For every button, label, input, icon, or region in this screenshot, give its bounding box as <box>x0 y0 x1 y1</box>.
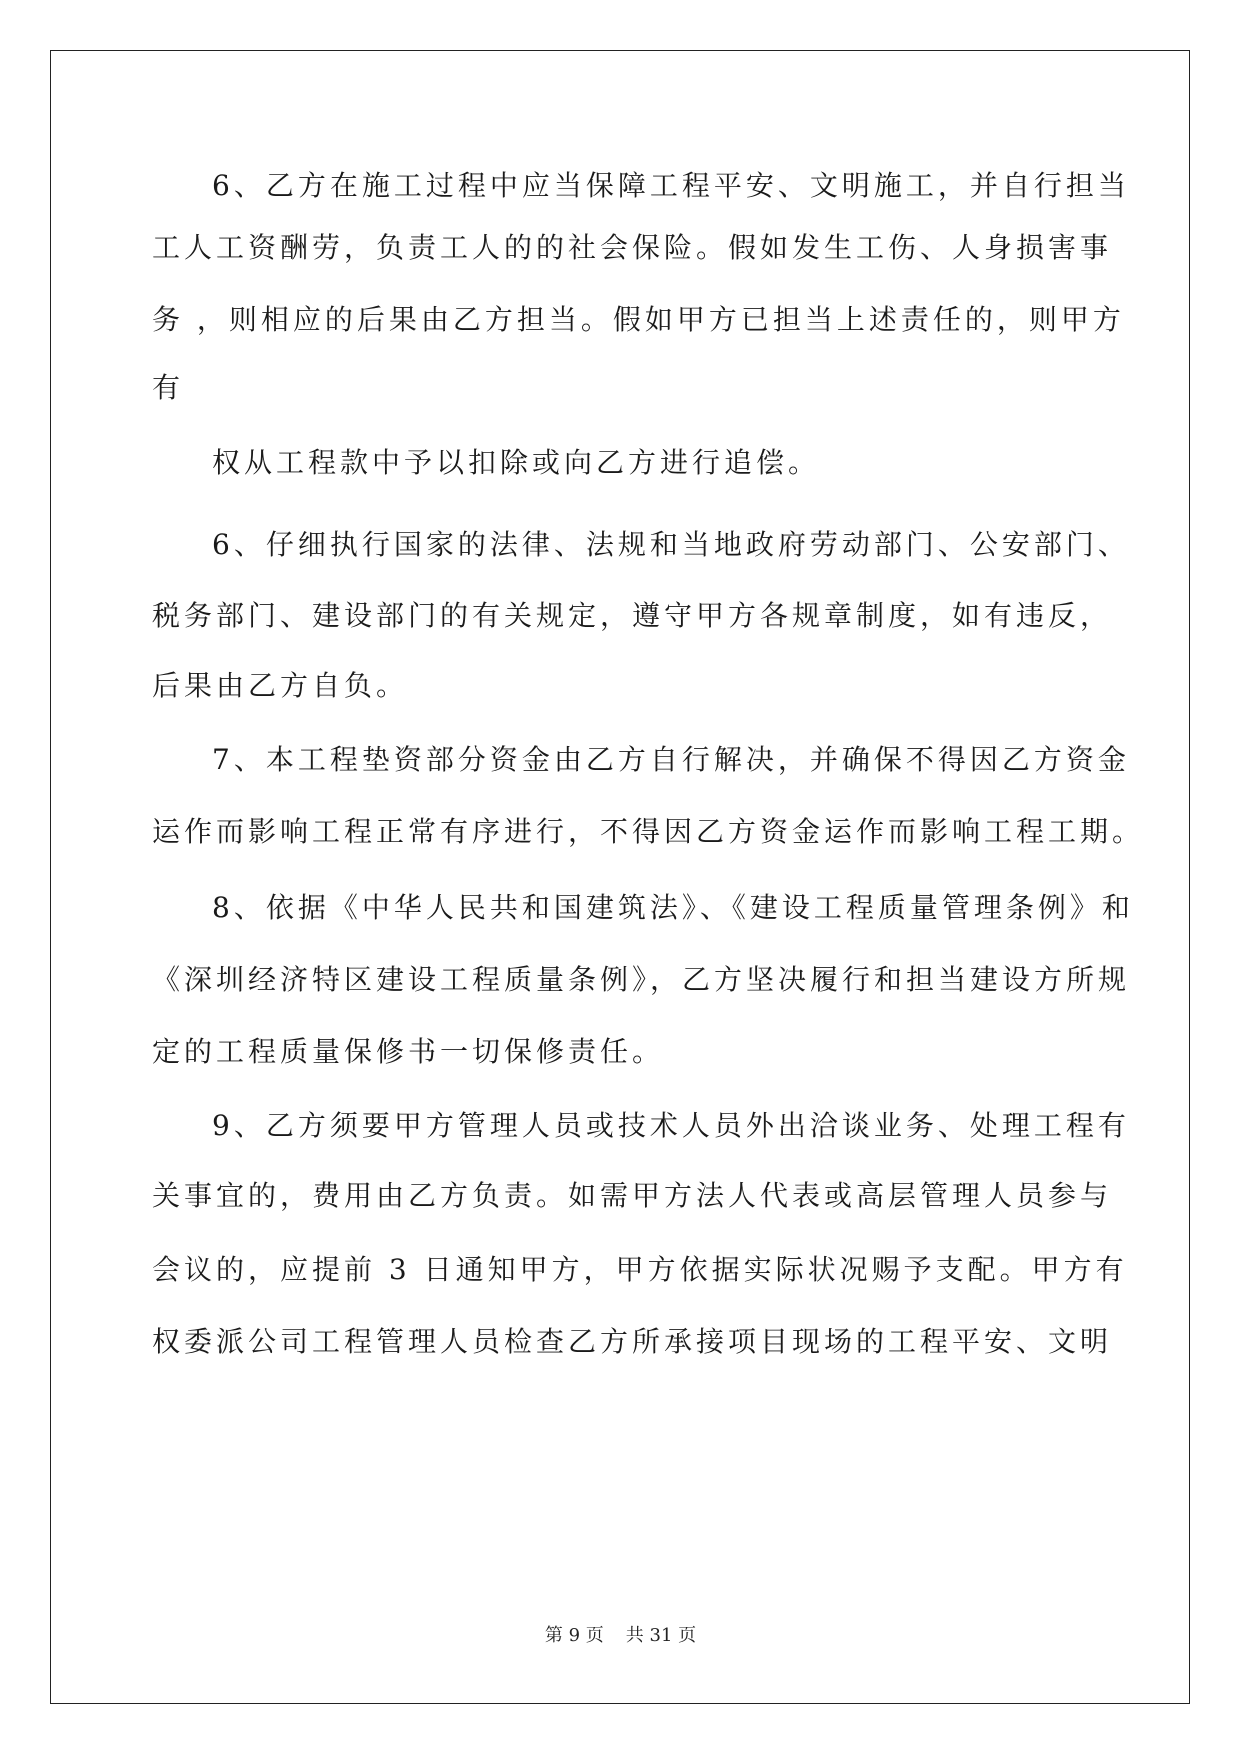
text-line: 有 <box>152 371 185 404</box>
text-line: 权从工程款中予以扣除或向乙方进行追偿。 <box>212 446 821 479</box>
text-line: 后果由乙方自负。 <box>152 669 409 702</box>
page-footer <box>0 1624 1241 1648</box>
text-line: 务 ，则相应的后果由乙方担当。假如甲方已担当上述责任的，则甲方 <box>152 303 1125 336</box>
text-line: 7、本工程垫资部分资金由乙方自行解决，并确保不得因乙方资金 <box>212 743 1130 776</box>
text-line: 工人工资酬劳，负责工人的的社会保险。假如发生工伤、人身损害事 <box>152 231 1113 264</box>
page-border <box>50 50 1190 1704</box>
text-line: 运作而影响工程正常有序进行，不得因乙方资金运作而影响工程工期。 <box>152 815 1145 848</box>
text-line: 定的工程质量保修书一切保修责任。 <box>152 1035 665 1068</box>
text-line: 8、依据《中华人民共和国建筑法》、《建设工程质量管理条例》和 <box>212 891 1134 924</box>
text-line: 关事宜的，费用由乙方负责。如需甲方法人代表或高层管理人员参与 <box>152 1179 1113 1212</box>
text-line: 6、仔细执行国家的法律、法规和当地政府劳动部门、公安部门、 <box>212 528 1130 561</box>
text-line: 会议的，应提前 3 日通知甲方，甲方依据实际状况赐予支配。甲方有 <box>152 1253 1128 1286</box>
page-number: 第 9 页 <box>544 1625 604 1646</box>
text-line: 《深圳经济特区建设工程质量条例》，乙方坚决履行和担当建设方所规 <box>152 963 1131 996</box>
text-line: 9、乙方须要甲方管理人员或技术人员外出洽谈业务、处理工程有 <box>212 1109 1130 1142</box>
total-pages: 共 31 页 <box>625 1625 697 1646</box>
text-line: 6、乙方在施工过程中应当保障工程平安、文明施工，并自行担当 <box>212 169 1130 202</box>
text-line: 税务部门、建设部门的有关规定，遵守甲方各规章制度，如有违反， <box>152 599 1113 632</box>
text-line: 权委派公司工程管理人员检查乙方所承接项目现场的工程平安、文明 <box>152 1325 1113 1358</box>
